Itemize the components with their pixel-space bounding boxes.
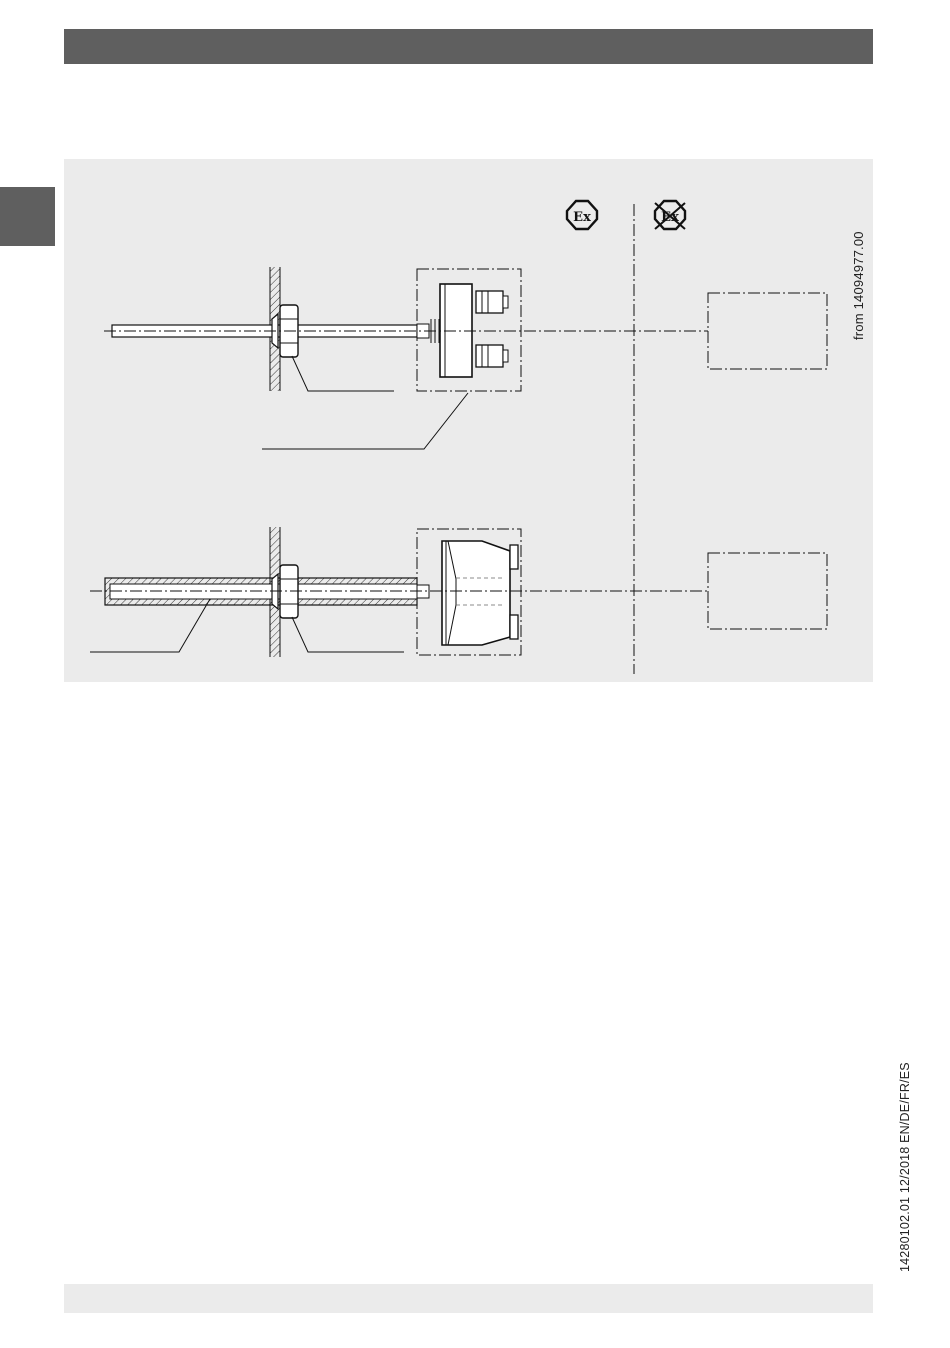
lower-assembly <box>90 527 827 657</box>
header-bar <box>64 29 873 64</box>
document-number: 14280102.01 12/2018 EN/DE/FR/ES <box>898 1062 912 1272</box>
chapter-tab <box>0 187 55 246</box>
non-ex-zone-icon <box>655 201 685 229</box>
leader-line <box>292 356 394 391</box>
transmitter-housing <box>442 541 510 645</box>
cable-gland <box>510 615 518 639</box>
cable-gland <box>510 545 518 569</box>
leader-line <box>90 599 210 652</box>
svg-text:Ex: Ex <box>661 210 679 225</box>
cable-gland <box>476 291 508 313</box>
receiving-device-box <box>708 293 827 369</box>
installation-figure <box>64 159 873 682</box>
receiving-device-box <box>708 553 827 629</box>
footer-bar <box>64 1284 873 1313</box>
ex-zone-icon <box>567 201 597 229</box>
leader-line <box>262 393 468 449</box>
leader-line <box>292 617 404 652</box>
installation-drawing <box>64 159 873 682</box>
svg-text:Ex: Ex <box>573 210 591 225</box>
cable-gland <box>476 345 508 367</box>
upper-assembly <box>104 267 827 449</box>
drawing-reference: from 14094977.00 <box>851 231 866 340</box>
